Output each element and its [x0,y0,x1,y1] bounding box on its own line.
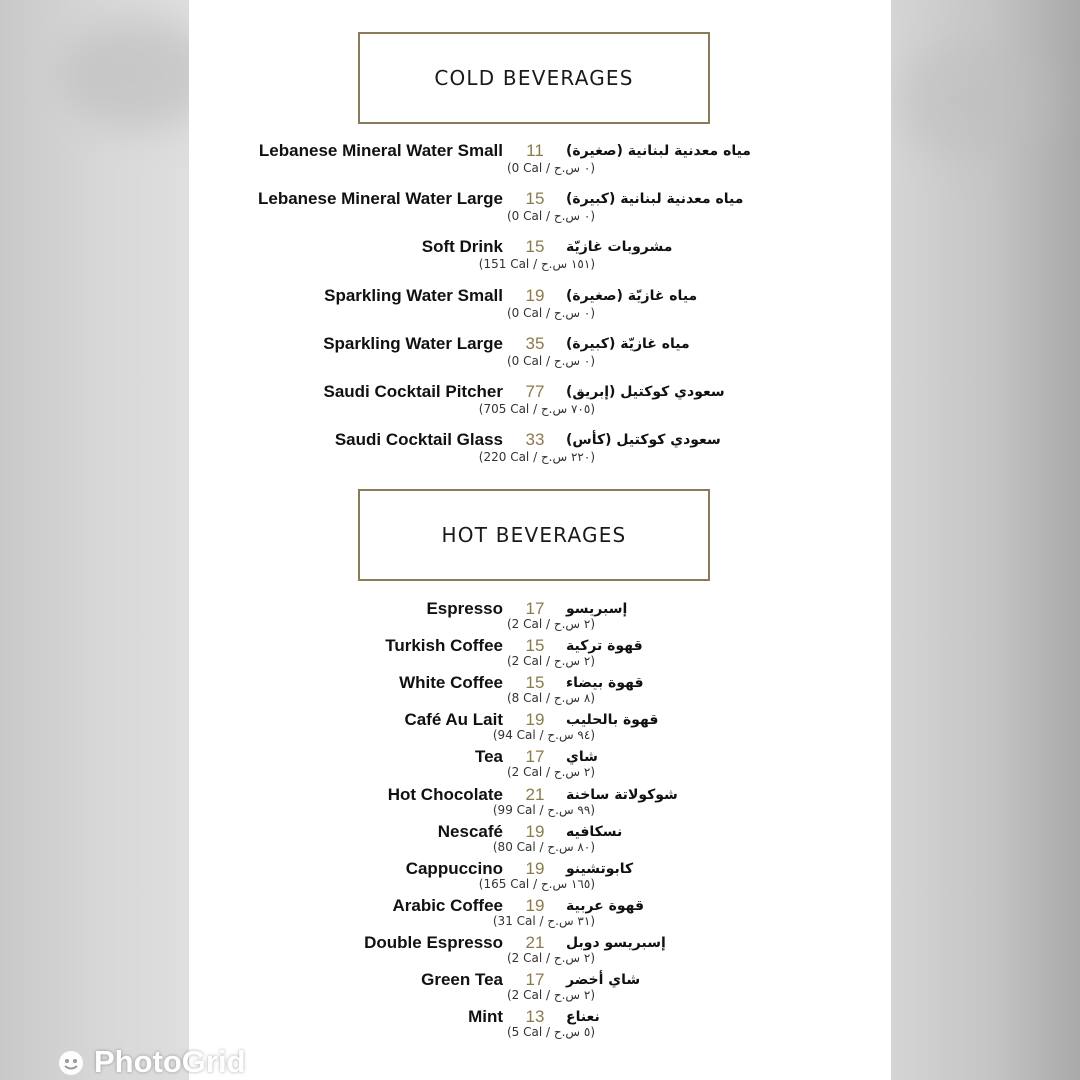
section-title: COLD BEVERAGES [434,66,634,90]
item-price: 33 [525,430,545,449]
item-arabic-name: سعودي كوكتيل (كأس) [566,432,721,448]
item-name: Turkish Coffee [385,636,503,655]
item-arabic-name: قهوة بيضاء [566,675,644,691]
item-arabic-name: نعناع [566,1009,600,1025]
item-arabic-name: نسكافيه [566,824,623,840]
item-name: Mint [468,1007,503,1026]
item-name: Espresso [426,599,503,618]
item-calories: (2 Cal / ٢ س.ح) [506,951,595,965]
item-price: 17 [525,747,545,766]
item-name: Nescafé [437,822,503,841]
item-price: 15 [525,636,545,655]
item-name: Arabic Coffee [392,896,503,915]
item-arabic-name: قهوة بالحليب [566,712,659,728]
item-name: Tea [474,747,503,766]
item-arabic-name: شوكولاتة ساخنة [566,787,678,803]
item-calories: (94 Cal / ٩٤ س.ح) [492,728,595,742]
item-price: 17 [525,970,545,989]
item-name: Sparkling Water Large [323,334,503,353]
item-arabic-name: قهوة تركية [566,638,643,654]
item-arabic-name: مشروبات غازيّة [566,239,673,255]
item-price: 19 [525,286,545,305]
item-name: Green Tea [421,970,503,989]
item-price: 21 [525,933,545,952]
item-price: 35 [525,334,545,353]
item-arabic-name: قهوة عربية [566,898,645,914]
item-calories: (0 Cal / ٠ س.ح) [506,209,595,223]
item-calories: (220 Cal / ٢٢٠ س.ح) [478,450,595,464]
item-name: Hot Chocolate [387,785,503,804]
item-price: 13 [525,1007,545,1026]
item-arabic-name: مياه معدنية لبنانية (كبيرة) [566,191,744,207]
section-title: HOT BEVERAGES [441,523,627,547]
item-name: Lebanese Mineral Water Large [257,189,503,208]
item-calories: (151 Cal / ١٥١ س.ح) [478,257,595,271]
item-calories: (0 Cal / ٠ س.ح) [506,354,595,368]
item-arabic-name: شاي أخضر [566,972,641,988]
item-calories: (80 Cal / ٨٠ س.ح) [492,840,595,854]
item-arabic-name: شاي [566,749,598,765]
item-calories: (31 Cal / ٣١ س.ح) [492,914,595,928]
item-name: Cappuccino [405,859,503,878]
item-calories: (0 Cal / ٠ س.ح) [506,161,595,175]
item-name: Soft Drink [421,237,503,256]
item-arabic-name: سعودي كوكتيل (إبريق) [566,384,725,400]
item-calories: (2 Cal / ٢ س.ح) [506,617,595,631]
item-calories: (0 Cal / ٠ س.ح) [506,306,595,320]
item-calories: (5 Cal / ٥ س.ح) [506,1025,595,1039]
item-calories: (165 Cal / ١٦٥ س.ح) [478,877,595,891]
item-name: Saudi Cocktail Pitcher [323,382,503,401]
item-price: 19 [525,822,545,841]
item-price: 17 [525,599,545,618]
item-name: Sparkling Water Small [324,286,503,305]
item-arabic-name: مياه غازيّة (كبيرة) [566,336,690,352]
item-price: 15 [525,237,545,256]
item-price: 77 [525,382,545,401]
item-name: Lebanese Mineral Water Small [258,141,503,160]
item-name: White Coffee [399,673,503,692]
item-price: 15 [525,673,545,692]
item-calories: (705 Cal / ٧٠٥ س.ح) [478,402,595,416]
item-price: 11 [526,141,544,160]
cold-beverages-header [358,32,710,124]
item-price: 19 [525,710,545,729]
item-price: 21 [525,785,545,804]
item-name: Café Au Lait [404,710,503,729]
hot-beverages-header [358,489,710,581]
item-price: 19 [525,859,545,878]
item-arabic-name: إسبريسو دوبل [566,935,666,951]
item-calories: (2 Cal / ٢ س.ح) [506,654,595,668]
photogrid-logo-icon [56,1047,86,1077]
item-calories: (2 Cal / ٢ س.ح) [506,988,595,1002]
item-calories: (99 Cal / ٩٩ س.ح) [492,803,595,817]
item-name: Double Espresso [364,933,503,952]
item-arabic-name: مياه معدنية لبنانية (صغيرة) [566,143,751,159]
item-calories: (8 Cal / ٨ س.ح) [506,691,595,705]
item-arabic-name: مياه غازيّة (صغيرة) [566,288,698,304]
item-price: 19 [525,896,545,915]
menu-page [189,0,891,1080]
watermark-text: PhotoGrid [94,1044,246,1079]
item-price: 15 [525,189,545,208]
item-name: Saudi Cocktail Glass [334,430,503,449]
item-arabic-name: كابوتشينو [566,861,634,877]
background-blur [900,40,1050,160]
item-calories: (2 Cal / ٢ س.ح) [506,765,595,779]
photogrid-watermark [56,1044,246,1080]
item-arabic-name: إسبريسو [566,601,628,617]
